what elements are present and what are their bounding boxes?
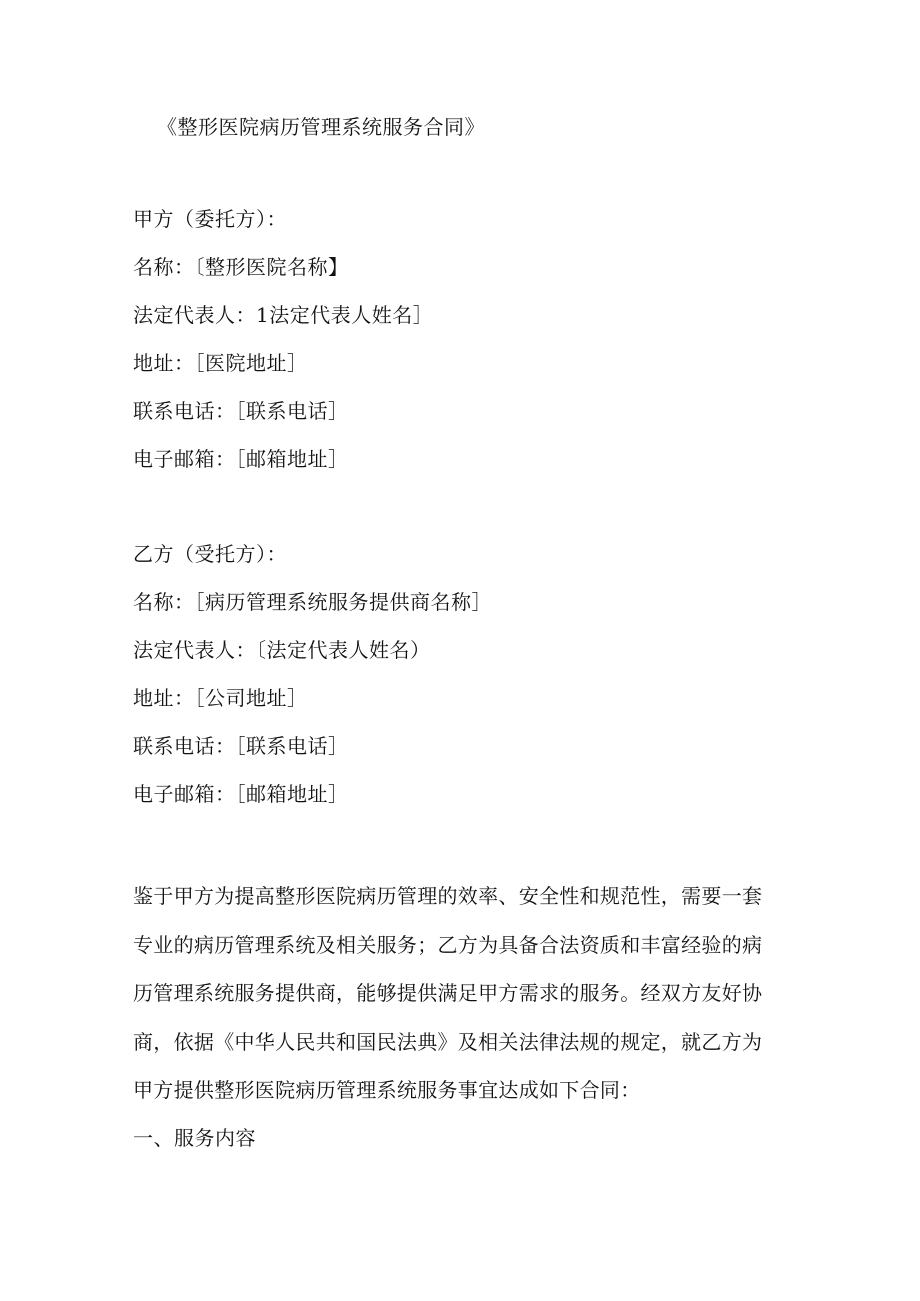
contract-title: 《整形医院病历管理系统服务合同》	[157, 115, 485, 139]
preamble-line: 甲方提供整形医院病历管理系统服务事宜达成如下合同：	[133, 1078, 641, 1102]
preamble-line: 历管理系统服务提供商，能够提供满足甲方需求的服务。经双方友好协	[133, 981, 763, 1005]
party-a-name: 名称：〔整形医院名称】	[133, 255, 349, 279]
party-a-heading: 甲方（委托方）：	[133, 207, 287, 231]
party-b-email: 电子邮箱：［邮箱地址］	[133, 782, 349, 806]
party-b-name: 名称：［病历管理系统服务提供商名称］	[133, 590, 492, 614]
preamble-paragraph	[133, 872, 773, 1115]
preamble-line: 商，依据《中华人民共和国民法典》及相关法律法规的规定，就乙方为	[133, 1029, 763, 1054]
party-b-heading: 乙方（受托方）：	[133, 542, 287, 566]
section-heading-service-content: 一、服务内容	[133, 1126, 256, 1150]
party-a-phone: 联系电话：［联系电话］	[133, 399, 349, 423]
party-a-address: 地址：［医院地址］	[133, 351, 308, 375]
party-a-email: 电子邮箱：［邮箱地址］	[133, 447, 349, 471]
party-b-representative: 法定代表人：〔法定代表人姓名）	[133, 638, 431, 662]
party-a-representative: 法定代表人：1法定代表人姓名］	[133, 303, 434, 327]
preamble-line: 专业的病历管理系统及相关服务；乙方为具备合法资质和丰富经验的病	[133, 932, 763, 957]
preamble-line: 鉴于甲方为提高整形医院病历管理的效率、安全性和规范性，需要一套	[133, 884, 763, 908]
party-b-address: 地址：［公司地址］	[133, 686, 308, 710]
party-b-phone: 联系电话：［联系电话］	[133, 734, 349, 758]
